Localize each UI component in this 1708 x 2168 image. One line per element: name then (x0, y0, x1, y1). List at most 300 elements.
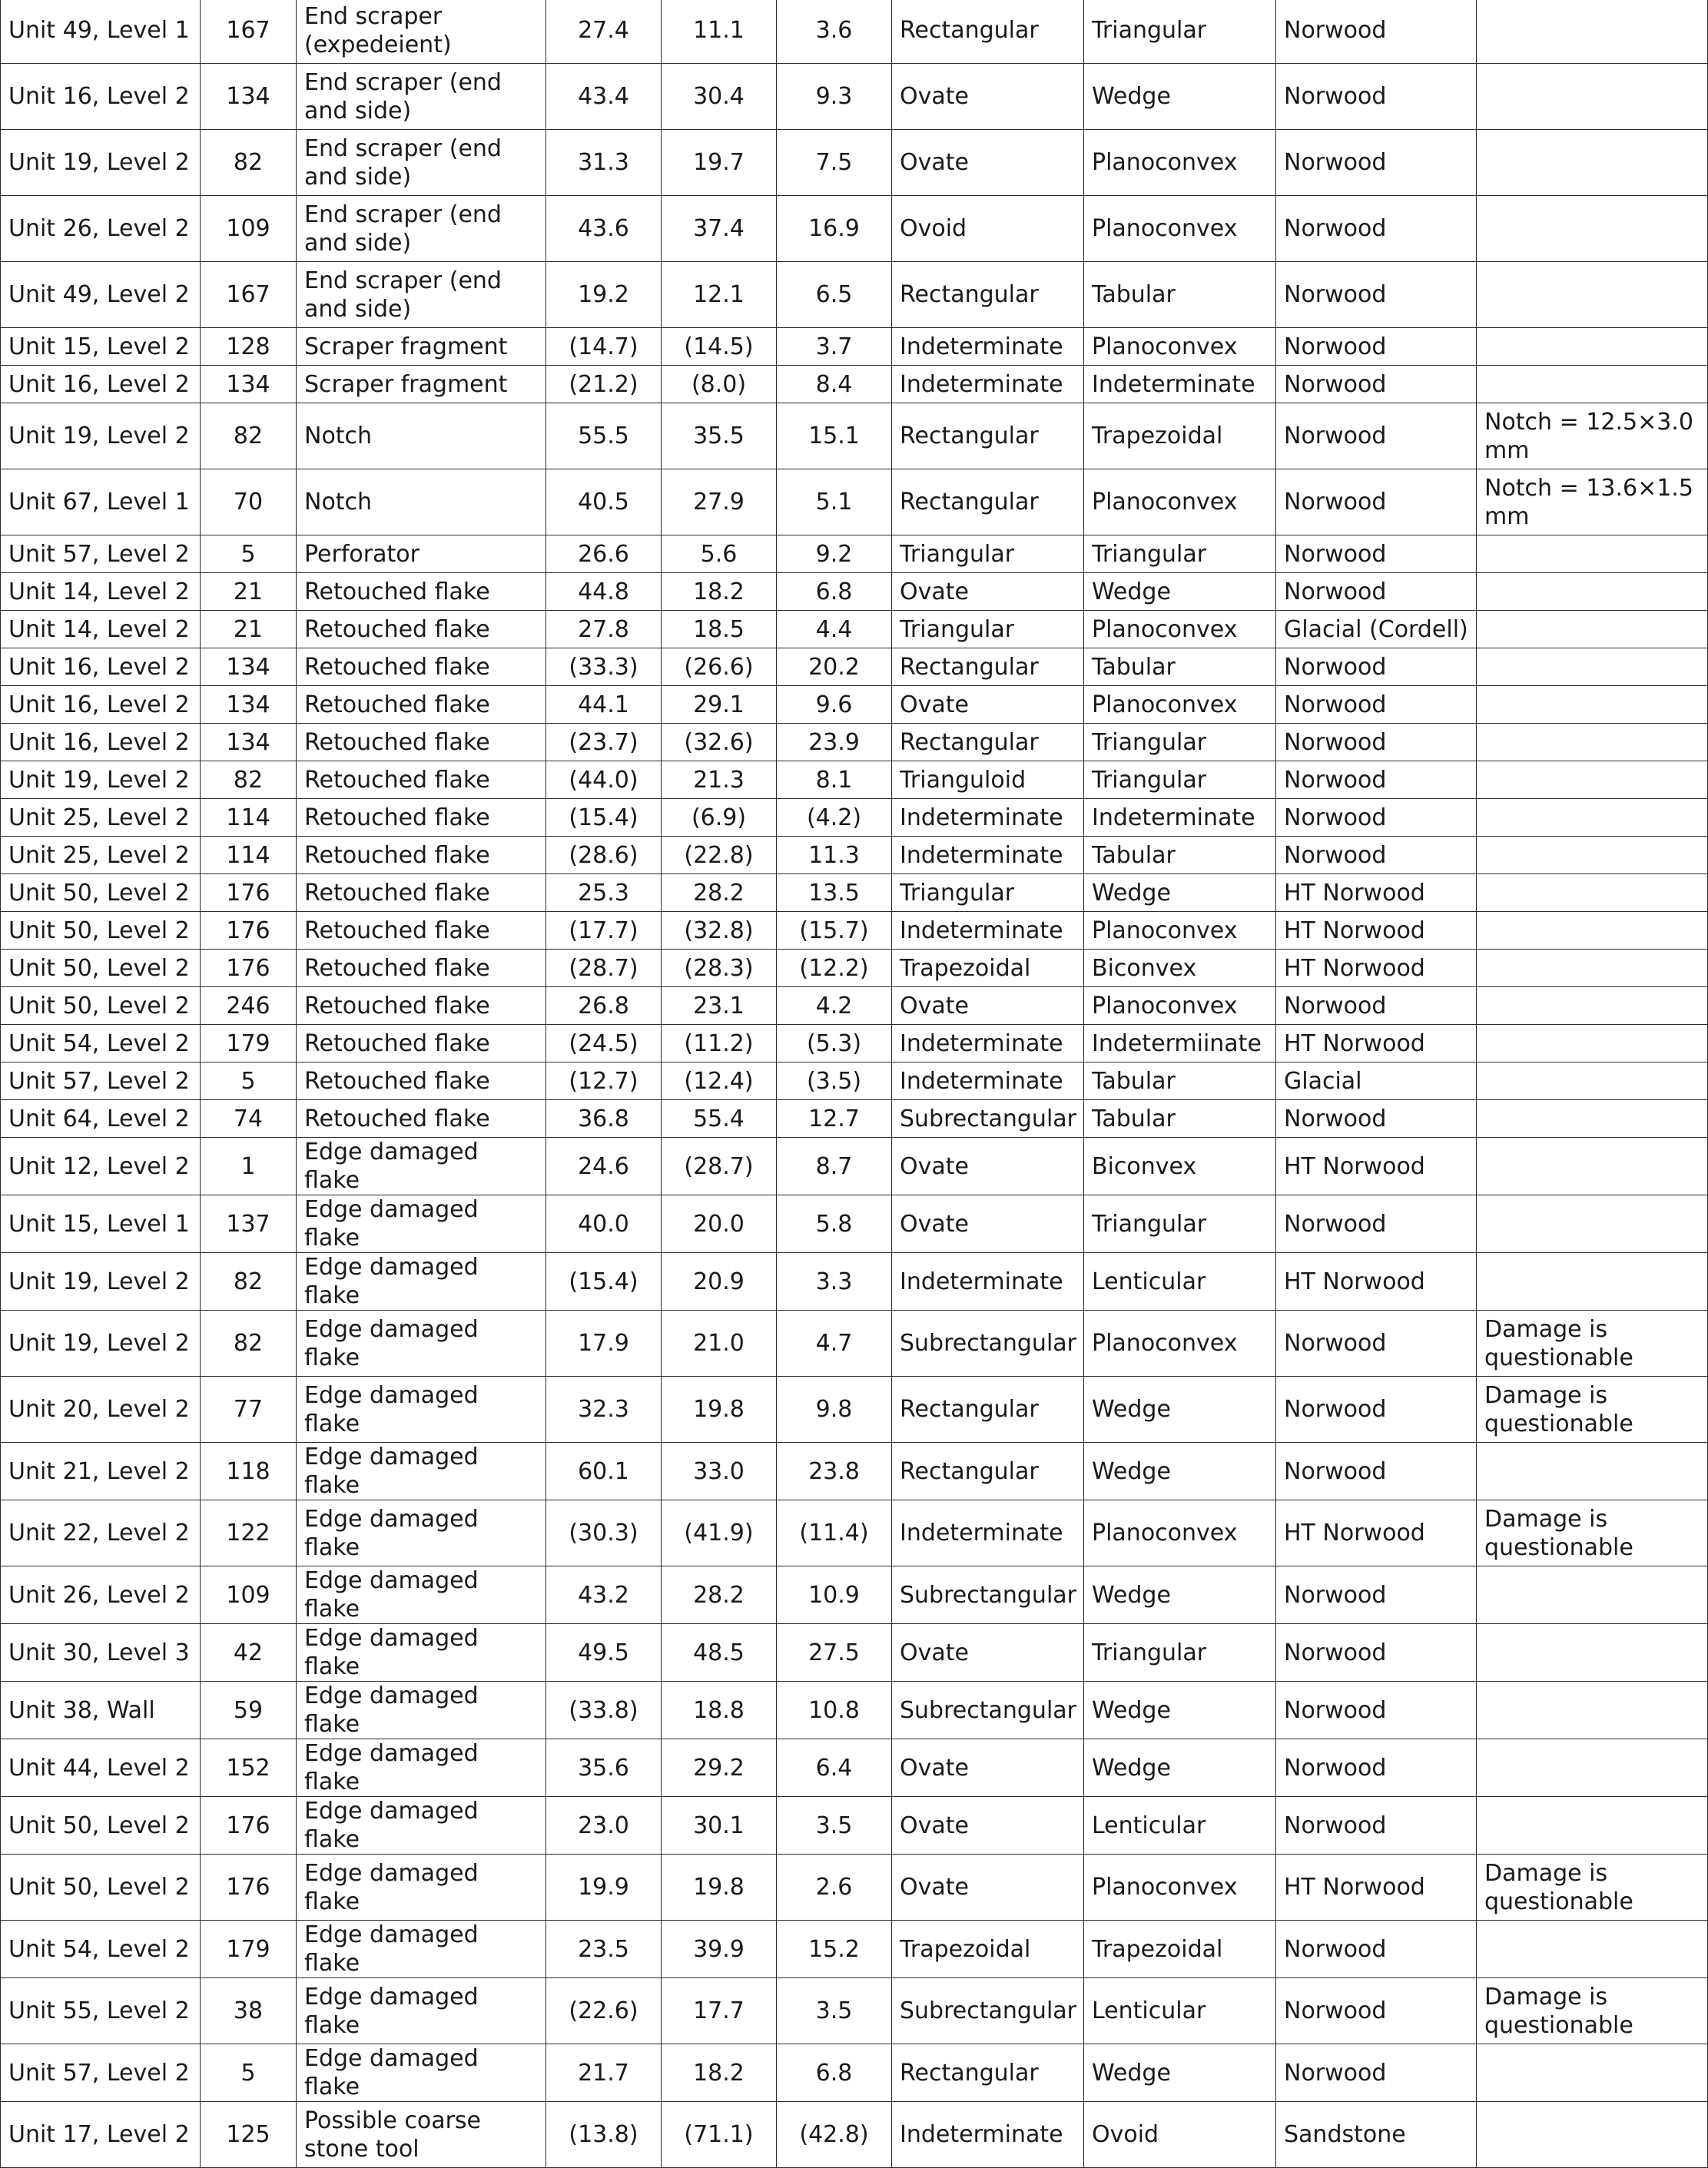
raw-material-cell: Norwood (1276, 328, 1477, 366)
length-cell: (12.7) (546, 1062, 662, 1100)
raw-material-cell: Norwood (1276, 1443, 1477, 1500)
length-cell: 26.8 (546, 987, 662, 1025)
raw-material-cell: Norwood (1276, 724, 1477, 761)
raw-material-cell: HT Norwood (1276, 1855, 1477, 1921)
table-row (1, 262, 1708, 328)
thickness-cell: 3.3 (777, 1253, 892, 1311)
catalog-number-cell: 134 (201, 686, 297, 724)
width-cell: 19.8 (662, 1377, 777, 1443)
catalog-number-cell: 82 (201, 1311, 297, 1377)
table-row (1, 1797, 1708, 1855)
width-cell: 35.5 (662, 403, 777, 469)
catalog-number-cell: 5 (201, 1062, 297, 1100)
thickness-cell: 9.6 (777, 686, 892, 724)
cross-section-cell: Wedge (1084, 1377, 1276, 1443)
table-row (1, 912, 1708, 950)
catalog-number-cell: 179 (201, 1025, 297, 1062)
catalog-number-cell: 122 (201, 1500, 297, 1566)
outline-shape-cell: Ovate (892, 64, 1084, 130)
provenience-cell: Unit 50, Level 2 (1, 987, 201, 1025)
outline-shape-cell: Subrectangular (892, 1978, 1084, 2044)
length-cell: (17.7) (546, 912, 662, 950)
length-cell: (28.6) (546, 837, 662, 874)
raw-material-cell: HT Norwood (1276, 912, 1477, 950)
outline-shape-cell: Indeterminate (892, 799, 1084, 837)
outline-shape-cell: Ovate (892, 1855, 1084, 1921)
thickness-cell: 23.9 (777, 724, 892, 761)
artifact-type-cell: End scraper (end and side) (297, 130, 546, 196)
catalog-number-cell: 118 (201, 1443, 297, 1500)
artifact-type-cell: Edge damaged flake (297, 2044, 546, 2102)
width-cell: 19.8 (662, 1855, 777, 1921)
thickness-cell: (42.8) (777, 2102, 892, 2168)
length-cell: 43.2 (546, 1566, 662, 1624)
width-cell: 29.2 (662, 1739, 777, 1797)
cross-section-cell: Wedge (1084, 1739, 1276, 1797)
provenience-cell: Unit 50, Level 2 (1, 874, 201, 912)
comments-cell (1477, 573, 1708, 611)
length-cell: 23.0 (546, 1797, 662, 1855)
length-cell: (33.8) (546, 1682, 662, 1739)
outline-shape-cell: Rectangular (892, 2044, 1084, 2102)
width-cell: (8.0) (662, 366, 777, 403)
comments-cell (1477, 1682, 1708, 1739)
cross-section-cell: Lenticular (1084, 1253, 1276, 1311)
comments-cell (1477, 535, 1708, 573)
comments-cell (1477, 196, 1708, 262)
width-cell: 27.9 (662, 469, 777, 535)
raw-material-cell: Norwood (1276, 1566, 1477, 1624)
thickness-cell: 4.7 (777, 1311, 892, 1377)
length-cell: (22.6) (546, 1978, 662, 2044)
provenience-cell: Unit 19, Level 2 (1, 761, 201, 799)
catalog-number-cell: 21 (201, 573, 297, 611)
artifact-type-cell: End scraper (end and side) (297, 262, 546, 328)
width-cell: 30.4 (662, 64, 777, 130)
cross-section-cell: Tabular (1084, 648, 1276, 686)
width-cell: 33.0 (662, 1443, 777, 1500)
catalog-number-cell: 134 (201, 648, 297, 686)
thickness-cell: 4.4 (777, 611, 892, 648)
outline-shape-cell: Rectangular (892, 0, 1084, 64)
catalog-number-cell: 1 (201, 1138, 297, 1195)
outline-shape-cell: Ovate (892, 130, 1084, 196)
comments-cell (1477, 1253, 1708, 1311)
artifact-type-cell: Scraper fragment (297, 366, 546, 403)
comments-cell (1477, 950, 1708, 987)
raw-material-cell: Norwood (1276, 262, 1477, 328)
cross-section-cell: Planoconvex (1084, 469, 1276, 535)
provenience-cell: Unit 50, Level 2 (1, 950, 201, 987)
comments-cell (1477, 912, 1708, 950)
table-row (1, 724, 1708, 761)
cross-section-cell: Indeterminate (1084, 799, 1276, 837)
artifact-type-cell: Retouched flake (297, 987, 546, 1025)
thickness-cell: 6.8 (777, 573, 892, 611)
thickness-cell: 3.7 (777, 328, 892, 366)
cross-section-cell: Tabular (1084, 262, 1276, 328)
cross-section-cell: Wedge (1084, 1443, 1276, 1500)
cross-section-cell: Wedge (1084, 573, 1276, 611)
thickness-cell: 9.3 (777, 64, 892, 130)
artifact-type-cell: Retouched flake (297, 648, 546, 686)
artifact-type-cell: Edge damaged flake (297, 1739, 546, 1797)
thickness-cell: 15.2 (777, 1921, 892, 1978)
comments-cell (1477, 686, 1708, 724)
comments-cell (1477, 1443, 1708, 1500)
width-cell: 18.8 (662, 1682, 777, 1739)
catalog-number-cell: 109 (201, 196, 297, 262)
raw-material-cell: Norwood (1276, 686, 1477, 724)
comments-cell (1477, 262, 1708, 328)
length-cell: (33.3) (546, 648, 662, 686)
width-cell: (12.4) (662, 1062, 777, 1100)
cross-section-cell: Lenticular (1084, 1797, 1276, 1855)
artifact-type-cell: Edge damaged flake (297, 1443, 546, 1500)
cross-section-cell: Planoconvex (1084, 987, 1276, 1025)
table-row (1, 573, 1708, 611)
catalog-number-cell: 5 (201, 535, 297, 573)
length-cell: 24.6 (546, 1138, 662, 1195)
provenience-cell: Unit 50, Level 2 (1, 1855, 201, 1921)
comments-cell (1477, 648, 1708, 686)
cross-section-cell: Lenticular (1084, 1978, 1276, 2044)
provenience-cell: Unit 49, Level 1 (1, 0, 201, 64)
table-row (1, 611, 1708, 648)
width-cell: 17.7 (662, 1978, 777, 2044)
outline-shape-cell: Indeterminate (892, 366, 1084, 403)
raw-material-cell: Norwood (1276, 535, 1477, 573)
provenience-cell: Unit 30, Level 3 (1, 1624, 201, 1682)
artifact-type-cell: Retouched flake (297, 1062, 546, 1100)
thickness-cell: 20.2 (777, 648, 892, 686)
catalog-number-cell: 82 (201, 761, 297, 799)
table-row (1, 1739, 1708, 1797)
thickness-cell: 8.4 (777, 366, 892, 403)
raw-material-cell: Glacial (1276, 1062, 1477, 1100)
table-row (1, 469, 1708, 535)
catalog-number-cell: 134 (201, 724, 297, 761)
comments-cell (1477, 1566, 1708, 1624)
width-cell: 23.1 (662, 987, 777, 1025)
comments-cell (1477, 837, 1708, 874)
provenience-cell: Unit 50, Level 2 (1, 1797, 201, 1855)
table-row (1, 1311, 1708, 1377)
catalog-number-cell: 137 (201, 1195, 297, 1253)
catalog-number-cell: 114 (201, 837, 297, 874)
cross-section-cell: Wedge (1084, 1566, 1276, 1624)
length-cell: (13.8) (546, 2102, 662, 2168)
catalog-number-cell: 82 (201, 130, 297, 196)
cross-section-cell: Planoconvex (1084, 196, 1276, 262)
artifact-type-cell: Edge damaged flake (297, 1138, 546, 1195)
artifact-type-cell: Notch (297, 469, 546, 535)
table-row (1, 686, 1708, 724)
catalog-number-cell: 82 (201, 403, 297, 469)
width-cell: 20.0 (662, 1195, 777, 1253)
thickness-cell: 5.1 (777, 469, 892, 535)
width-cell: 48.5 (662, 1624, 777, 1682)
catalog-number-cell: 125 (201, 2102, 297, 2168)
outline-shape-cell: Ovoid (892, 196, 1084, 262)
length-cell: (21.2) (546, 366, 662, 403)
table-row (1, 1253, 1708, 1311)
length-cell: 60.1 (546, 1443, 662, 1500)
table-row (1, 1682, 1708, 1739)
outline-shape-cell: Ovate (892, 1624, 1084, 1682)
length-cell: 27.4 (546, 0, 662, 64)
length-cell: 19.2 (546, 262, 662, 328)
raw-material-cell: Glacial (Cordell) (1276, 611, 1477, 648)
comments-cell (1477, 1921, 1708, 1978)
raw-material-cell: HT Norwood (1276, 874, 1477, 912)
catalog-number-cell: 21 (201, 611, 297, 648)
cross-section-cell: Planoconvex (1084, 912, 1276, 950)
outline-shape-cell: Indeterminate (892, 1025, 1084, 1062)
table-row (1, 1377, 1708, 1443)
catalog-number-cell: 109 (201, 1566, 297, 1624)
artifact-type-cell: Edge damaged flake (297, 1921, 546, 1978)
length-cell: 40.0 (546, 1195, 662, 1253)
provenience-cell: Unit 15, Level 2 (1, 328, 201, 366)
width-cell: (32.6) (662, 724, 777, 761)
thickness-cell: 6.4 (777, 1739, 892, 1797)
provenience-cell: Unit 14, Level 2 (1, 611, 201, 648)
thickness-cell: 15.1 (777, 403, 892, 469)
provenience-cell: Unit 54, Level 2 (1, 1025, 201, 1062)
width-cell: 18.2 (662, 573, 777, 611)
outline-shape-cell: Indeterminate (892, 1500, 1084, 1566)
table-row (1, 1978, 1708, 2044)
length-cell: 43.6 (546, 196, 662, 262)
table-row (1, 130, 1708, 196)
comments-cell: Damage is questionable (1477, 1377, 1708, 1443)
comments-cell (1477, 1195, 1708, 1253)
cross-section-cell: Wedge (1084, 2044, 1276, 2102)
comments-cell: Damage is questionable (1477, 1500, 1708, 1566)
cross-section-cell: Triangular (1084, 724, 1276, 761)
width-cell: 20.9 (662, 1253, 777, 1311)
comments-cell (1477, 1025, 1708, 1062)
table-row (1, 196, 1708, 262)
table-row (1, 2102, 1708, 2168)
provenience-cell: Unit 26, Level 2 (1, 1566, 201, 1624)
width-cell: 5.6 (662, 535, 777, 573)
width-cell: 30.1 (662, 1797, 777, 1855)
catalog-number-cell: 134 (201, 64, 297, 130)
raw-material-cell: Norwood (1276, 987, 1477, 1025)
provenience-cell: Unit 25, Level 2 (1, 799, 201, 837)
catalog-number-cell: 167 (201, 0, 297, 64)
thickness-cell: 9.8 (777, 1377, 892, 1443)
comments-cell (1477, 1062, 1708, 1100)
thickness-cell: (15.7) (777, 912, 892, 950)
width-cell: 11.1 (662, 0, 777, 64)
catalog-number-cell: 176 (201, 874, 297, 912)
artifact-type-cell: Edge damaged flake (297, 1682, 546, 1739)
provenience-cell: Unit 19, Level 2 (1, 130, 201, 196)
length-cell: 44.1 (546, 686, 662, 724)
raw-material-cell: Norwood (1276, 1739, 1477, 1797)
table-row (1, 1062, 1708, 1100)
thickness-cell: 6.5 (777, 262, 892, 328)
length-cell: 55.5 (546, 403, 662, 469)
length-cell: (23.7) (546, 724, 662, 761)
comments-cell (1477, 1624, 1708, 1682)
provenience-cell: Unit 49, Level 2 (1, 262, 201, 328)
cross-section-cell: Biconvex (1084, 1138, 1276, 1195)
thickness-cell: (5.3) (777, 1025, 892, 1062)
outline-shape-cell: Ovate (892, 1797, 1084, 1855)
outline-shape-cell: Indeterminate (892, 2102, 1084, 2168)
width-cell: 39.9 (662, 1921, 777, 1978)
comments-cell (1477, 1100, 1708, 1138)
comments-cell (1477, 2102, 1708, 2168)
table-row (1, 1195, 1708, 1253)
catalog-number-cell: 176 (201, 1855, 297, 1921)
provenience-cell: Unit 67, Level 1 (1, 469, 201, 535)
thickness-cell: (12.2) (777, 950, 892, 987)
raw-material-cell: Norwood (1276, 2044, 1477, 2102)
artifact-type-cell: End scraper (end and side) (297, 196, 546, 262)
cross-section-cell: Indetermiinate (1084, 1025, 1276, 1062)
raw-material-cell: Norwood (1276, 1978, 1477, 2044)
artifact-type-cell: Edge damaged flake (297, 1624, 546, 1682)
comments-cell: Notch = 12.5×3.0 mm (1477, 403, 1708, 469)
outline-shape-cell: Indeterminate (892, 837, 1084, 874)
raw-material-cell: Norwood (1276, 1921, 1477, 1978)
raw-material-cell: HT Norwood (1276, 1253, 1477, 1311)
table-row (1, 1566, 1708, 1624)
table-row (1, 1025, 1708, 1062)
artifact-type-cell: Edge damaged flake (297, 1500, 546, 1566)
outline-shape-cell: Ovate (892, 573, 1084, 611)
thickness-cell: 8.7 (777, 1138, 892, 1195)
width-cell: 37.4 (662, 196, 777, 262)
table-body (1, 0, 1708, 2168)
width-cell: 29.1 (662, 686, 777, 724)
length-cell: 44.8 (546, 573, 662, 611)
catalog-number-cell: 70 (201, 469, 297, 535)
provenience-cell: Unit 38, Wall (1, 1682, 201, 1739)
comments-cell (1477, 799, 1708, 837)
cross-section-cell: Triangular (1084, 535, 1276, 573)
artifact-type-cell: Edge damaged flake (297, 1978, 546, 2044)
thickness-cell: (3.5) (777, 1062, 892, 1100)
table-row (1, 799, 1708, 837)
cross-section-cell: Triangular (1084, 0, 1276, 64)
comments-cell (1477, 1797, 1708, 1855)
artifact-type-cell: Scraper fragment (297, 328, 546, 366)
provenience-cell: Unit 55, Level 2 (1, 1978, 201, 2044)
comments-cell (1477, 2044, 1708, 2102)
outline-shape-cell: Indeterminate (892, 1062, 1084, 1100)
table-row (1, 648, 1708, 686)
width-cell: (26.6) (662, 648, 777, 686)
comments-cell (1477, 328, 1708, 366)
provenience-cell: Unit 57, Level 2 (1, 535, 201, 573)
thickness-cell: 27.5 (777, 1624, 892, 1682)
table-row (1, 950, 1708, 987)
outline-shape-cell: Ovate (892, 987, 1084, 1025)
thickness-cell: 3.6 (777, 0, 892, 64)
catalog-number-cell: 82 (201, 1253, 297, 1311)
artifact-type-cell: Edge damaged flake (297, 1311, 546, 1377)
width-cell: (11.2) (662, 1025, 777, 1062)
artifact-type-cell: Retouched flake (297, 874, 546, 912)
width-cell: (28.7) (662, 1138, 777, 1195)
length-cell: (15.4) (546, 799, 662, 837)
catalog-number-cell: 128 (201, 328, 297, 366)
length-cell: 31.3 (546, 130, 662, 196)
comments-cell: Damage is questionable (1477, 1978, 1708, 2044)
thickness-cell: 16.9 (777, 196, 892, 262)
artifact-type-cell: Retouched flake (297, 912, 546, 950)
cross-section-cell: Planoconvex (1084, 1855, 1276, 1921)
width-cell: 19.7 (662, 130, 777, 196)
raw-material-cell: Norwood (1276, 366, 1477, 403)
outline-shape-cell: Triangular (892, 611, 1084, 648)
provenience-cell: Unit 16, Level 2 (1, 366, 201, 403)
outline-shape-cell: Trapezoidal (892, 950, 1084, 987)
table-row (1, 0, 1708, 64)
outline-shape-cell: Rectangular (892, 724, 1084, 761)
catalog-number-cell: 176 (201, 1797, 297, 1855)
width-cell: (22.8) (662, 837, 777, 874)
raw-material-cell: HT Norwood (1276, 1025, 1477, 1062)
table-row (1, 1855, 1708, 1921)
thickness-cell: 3.5 (777, 1978, 892, 2044)
catalog-number-cell: 176 (201, 950, 297, 987)
thickness-cell: 11.3 (777, 837, 892, 874)
provenience-cell: Unit 21, Level 2 (1, 1443, 201, 1500)
width-cell: (28.3) (662, 950, 777, 987)
provenience-cell: Unit 50, Level 2 (1, 912, 201, 950)
table-row (1, 1624, 1708, 1682)
comments-cell: Notch = 13.6×1.5 mm (1477, 469, 1708, 535)
cross-section-cell: Tabular (1084, 1100, 1276, 1138)
provenience-cell: Unit 17, Level 2 (1, 2102, 201, 2168)
comments-cell (1477, 987, 1708, 1025)
table-row (1, 761, 1708, 799)
length-cell: (24.5) (546, 1025, 662, 1062)
cross-section-cell: Tabular (1084, 1062, 1276, 1100)
width-cell: (71.1) (662, 2102, 777, 2168)
catalog-number-cell: 5 (201, 2044, 297, 2102)
table-row (1, 328, 1708, 366)
raw-material-cell: Norwood (1276, 0, 1477, 64)
raw-material-cell: Norwood (1276, 799, 1477, 837)
provenience-cell: Unit 16, Level 2 (1, 724, 201, 761)
artifact-type-cell: Edge damaged flake (297, 1253, 546, 1311)
cross-section-cell: Triangular (1084, 1195, 1276, 1253)
width-cell: 21.3 (662, 761, 777, 799)
cross-section-cell: Planoconvex (1084, 130, 1276, 196)
length-cell: (30.3) (546, 1500, 662, 1566)
length-cell: 36.8 (546, 1100, 662, 1138)
provenience-cell: Unit 26, Level 2 (1, 196, 201, 262)
thickness-cell: 6.8 (777, 2044, 892, 2102)
raw-material-cell: HT Norwood (1276, 1500, 1477, 1566)
comments-cell (1477, 64, 1708, 130)
table-row (1, 1138, 1708, 1195)
thickness-cell: 10.9 (777, 1566, 892, 1624)
provenience-cell: Unit 16, Level 2 (1, 64, 201, 130)
provenience-cell: Unit 44, Level 2 (1, 1739, 201, 1797)
length-cell: 23.5 (546, 1921, 662, 1978)
artifact-type-cell: Retouched flake (297, 799, 546, 837)
artifact-type-cell: Retouched flake (297, 761, 546, 799)
